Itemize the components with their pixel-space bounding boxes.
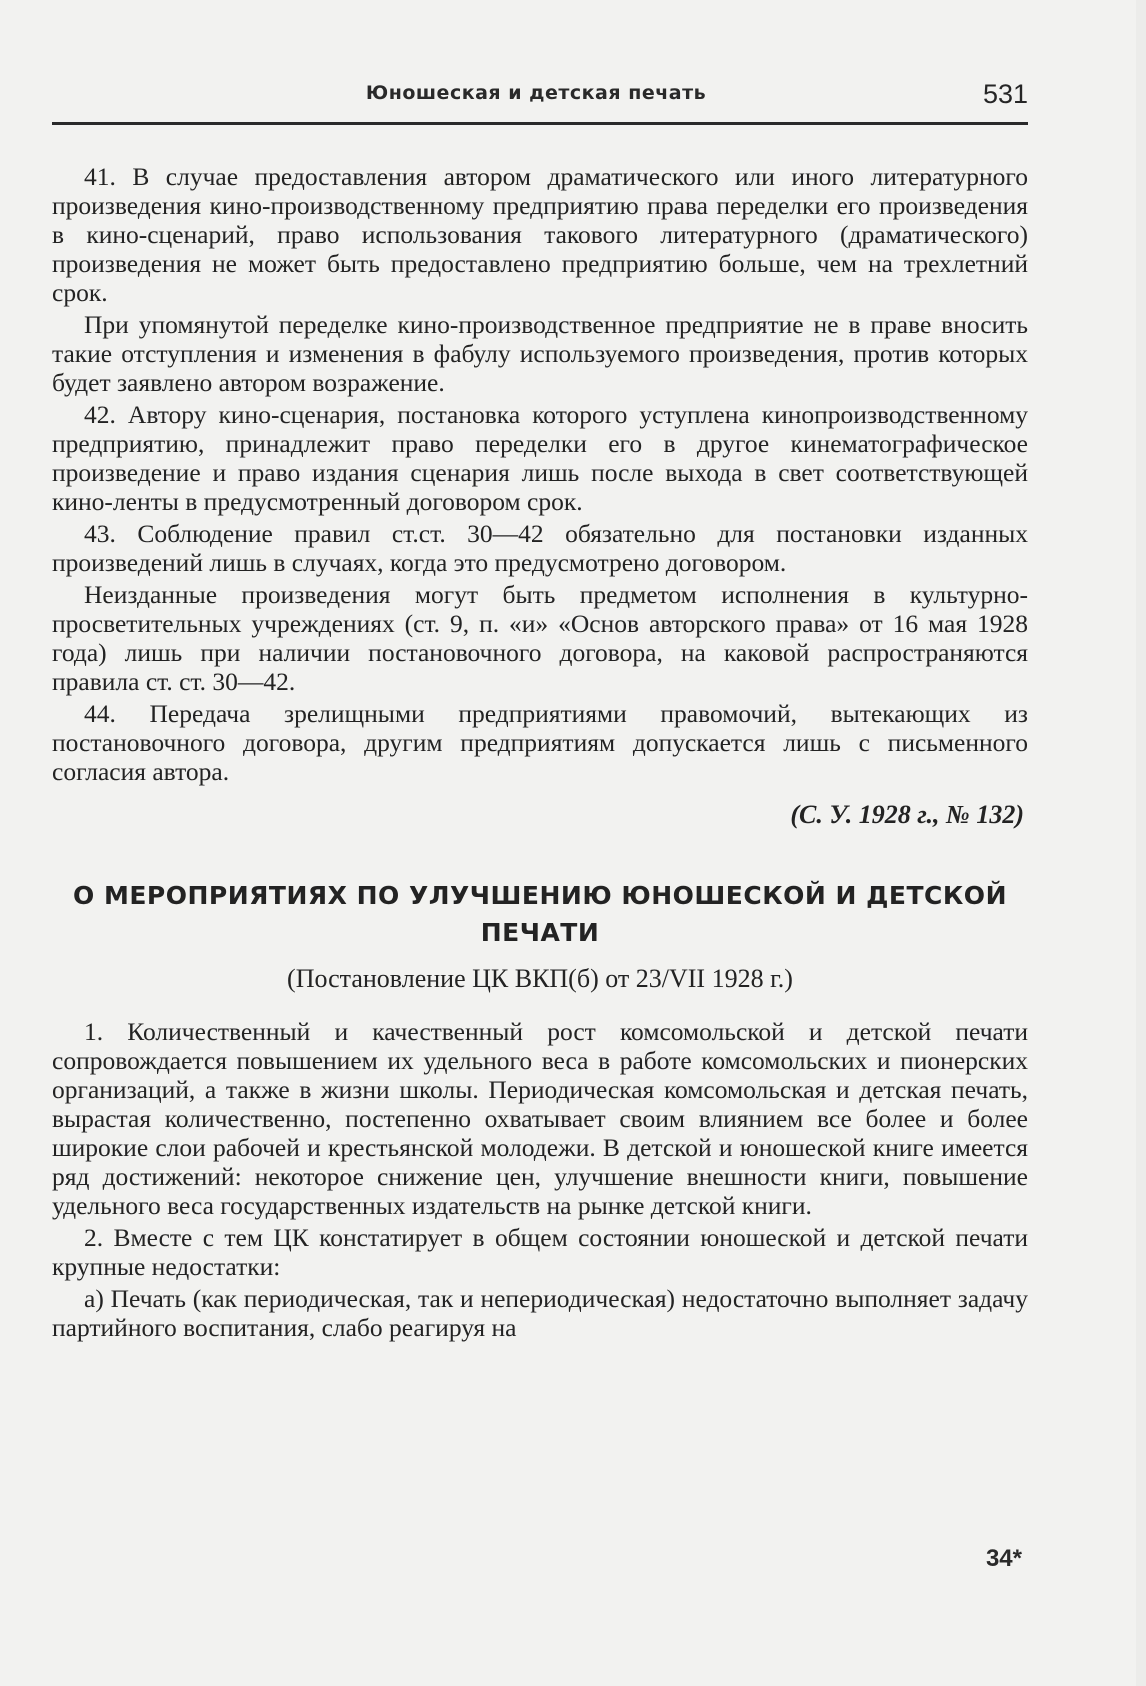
section-paragraph-2: 2. Вместе с тем ЦК констатирует в общем состоянии юношеской и детской печати крупные недостатки:	[52, 1223, 1028, 1281]
page-number: 531	[982, 79, 1028, 109]
paragraph-43: 43. Соблюдение правил ст.ст. 30—42 обязательно для постановки изданных произведений лишь в случаях, когда это предусмотрено договором.	[52, 519, 1028, 577]
section-paragraph-1: 1. Количественный и качественный рост комсомольской и детской печати сопровождается повышением их удельного веса в работе комсомольских и пионерских организаций, а также в жизни школы. Периодическая комсомольская и детская печать, вырастая количественно, постепенно охватывает своим влиянием все более и более широкие слои рабочей и крестьянской молодежи. В детской и юношеской книге имеется ряд достижений: некоторое снижение цен, улучшение внешности книги, повышение удельного веса государственных издательств на рынке детской книги.	[52, 1017, 1028, 1220]
paragraph-43-cont: Неизданные произведения могут быть предметом исполнения в культурно-просветительных учреждениях (ст. 9, п. «и» «Основ авторского права» от 16 мая 1928 года) лишь при наличии постановочного договора, на каковой распространяются правила ст. ст. 30—42.	[52, 580, 1028, 696]
page-header	[52, 76, 1028, 125]
body-text	[52, 162, 1028, 1342]
section-title: О МЕРОПРИЯТИЯХ ПО УЛУЧШЕНИЮ ЮНОШЕСКОЙ И ДЕТСКОЙ ПЕЧАТИ	[73, 881, 1007, 947]
section-subtitle: (Постановление ЦК ВКП(б) от 23/VII 1928 г.)	[287, 964, 793, 993]
paragraph-44: 44. Передача зрелищными предприятиями правомочий, вытекающих из постановочного договора, другим предприятиям допускается лишь с письменного согласия автора.	[52, 699, 1028, 786]
running-title: Юношеская и детская печать	[365, 82, 707, 104]
paragraph-41-cont: При упомянутой переделке кино-производственное предприятие не в праве вносить такие отступления и изменения в фабулу используемого произведения, против которых будет заявлено автором возражение.	[52, 310, 1028, 397]
source-reference: (С. У. 1928 г., № 132)	[790, 800, 1024, 829]
paragraph-41: 41. В случае предоставления автором драматического или иного литературного произведения кино-производственному предприятию права переделки его произведения в кино-сценарий, право использования такового литературного (драматического) произведения не может быть предоставлено предприятию больше, чем на трехлетний срок.	[52, 162, 1028, 307]
signature-mark: 34*	[985, 1545, 1022, 1572]
section-paragraph-2a: а) Печать (как периодическая, так и непериодическая) недостаточно выполняет задачу партийного воспитания, слабо реагируя на	[52, 1284, 1028, 1342]
paragraph-42: 42. Автору кино-сценария, постановка которого уступлена кинопроизводственному предприятию, принадлежит право переделки его в другое кинематографическое произведение и право издания сценария лишь после выхода в свет соответствующей кино-ленты в предусмотренный договором срок.	[52, 400, 1028, 516]
